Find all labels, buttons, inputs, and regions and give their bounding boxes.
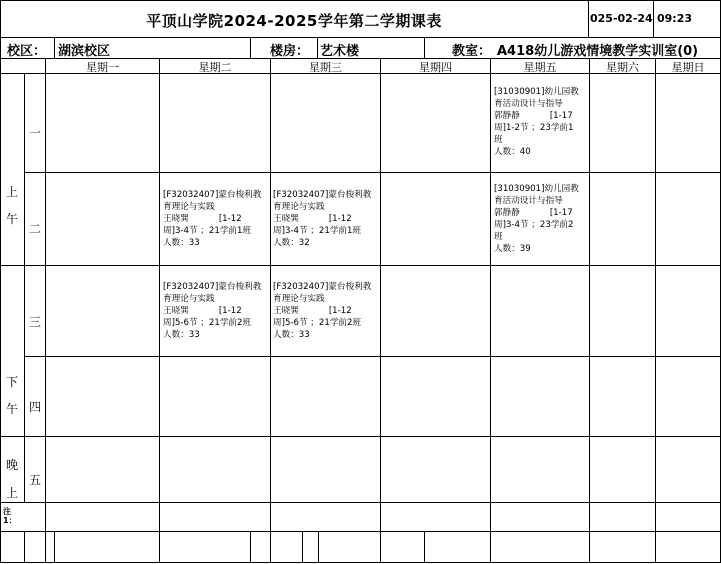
day-header-fri: 星期五	[523, 61, 557, 74]
half-day-evening-2: 上	[5, 486, 18, 500]
rule-note-bottom	[0, 531, 721, 532]
rule-last-b	[54, 531, 55, 563]
rule-date-time	[653, 0, 654, 38]
half-day-afternoon-2: 午	[5, 402, 18, 416]
rule-col-tue	[270, 58, 271, 563]
rule-room	[424, 37, 425, 59]
rule-last-c	[250, 531, 251, 563]
rule-period-4	[0, 436, 721, 437]
page-title: 平顶山学院2024-2025学年第二学期课表	[146, 12, 442, 30]
room-label: 教室：	[452, 44, 492, 59]
rule-building-b	[317, 37, 318, 59]
rule-col-wed	[380, 58, 381, 563]
border-bottom	[0, 562, 721, 563]
rule-campus	[54, 37, 55, 59]
print-time: 09:23	[657, 12, 693, 25]
building-value: 艺术楼	[320, 44, 360, 59]
building-label: 楼房：	[270, 44, 310, 59]
half-day-afternoon-1: 下	[5, 375, 18, 389]
half-day-evening-1: 晚	[5, 458, 18, 472]
rule-col-thu	[490, 58, 491, 563]
period-1-label: 一	[28, 126, 41, 140]
rule-period-5	[0, 502, 721, 503]
course-p3-wednesday: [F32032407]蒙台梭利教 育理论与实践 王晓巽 [1-12 周]5-6节 ；21学前2班 人数：33	[273, 282, 372, 340]
day-header-mon: 星期一	[86, 61, 119, 74]
border-top	[0, 0, 721, 1]
rule-last-d	[302, 531, 303, 563]
half-day-morning-1: 上	[5, 185, 18, 199]
note-label: 注1：	[3, 507, 17, 525]
rule-period-3	[24, 356, 721, 357]
print-date: 025-02-24	[590, 12, 653, 25]
campus-label: 校区：	[7, 44, 47, 59]
course-p2-tuesday: [F32032407]蒙台梭利教 育理论与实践 王晓巽 [1-12 周]3-4节 ；21学前1班 人数：33	[163, 190, 262, 248]
rule-title-date	[588, 0, 589, 38]
day-header-thu: 星期四	[419, 61, 452, 74]
day-header-sat: 星期六	[606, 61, 639, 74]
day-header-sun: 星期日	[671, 61, 705, 74]
rule-col-period	[45, 58, 46, 563]
half-day-morning-2: 午	[5, 212, 18, 226]
period-3-label: 三	[28, 315, 41, 329]
rule-period-2	[0, 265, 721, 266]
day-header-wed: 星期三	[309, 61, 342, 74]
period-4-label: 四	[28, 400, 41, 414]
border-left	[0, 0, 1, 563]
room-value: A418幼儿游戏情境教学实训室(0)	[497, 44, 699, 59]
rule-last-f	[424, 531, 425, 563]
course-p3-tuesday: [F32032407]蒙台梭利教 育理论与实践 王晓巽 [1-12 周]5-6节 ；21学前2班 人数：33	[163, 282, 262, 340]
rule-period-1	[24, 172, 721, 173]
rule-title-bottom	[0, 37, 721, 38]
period-5-label: 五	[28, 473, 41, 487]
rule-last-a	[24, 531, 25, 563]
rule-col-fri	[589, 58, 590, 563]
day-header-tue: 星期二	[198, 61, 232, 74]
period-2-label: 二	[28, 222, 41, 236]
rule-last-e	[318, 531, 319, 563]
rule-col-mon	[159, 58, 160, 563]
rule-col-sat	[655, 58, 656, 563]
campus-value: 湖滨校区	[58, 44, 111, 59]
course-p1-friday: [31030901]幼儿园教 育活动设计与指导 郭静静 [1-17 周]1-2节 ；23学前1 班 人数：40	[494, 87, 579, 157]
course-p2-friday: [31030901]幼儿园教 育活动设计与指导 郭静静 [1-17 周]3-4节 ；23学前2 班 人数：39	[494, 184, 579, 254]
rule-building-a	[250, 37, 251, 59]
course-p2-wednesday: [F32032407]蒙台梭利教 育理论与实践 王晓巽 [1-12 周]3-4节 ；21学前1班 人数：32	[273, 190, 372, 248]
